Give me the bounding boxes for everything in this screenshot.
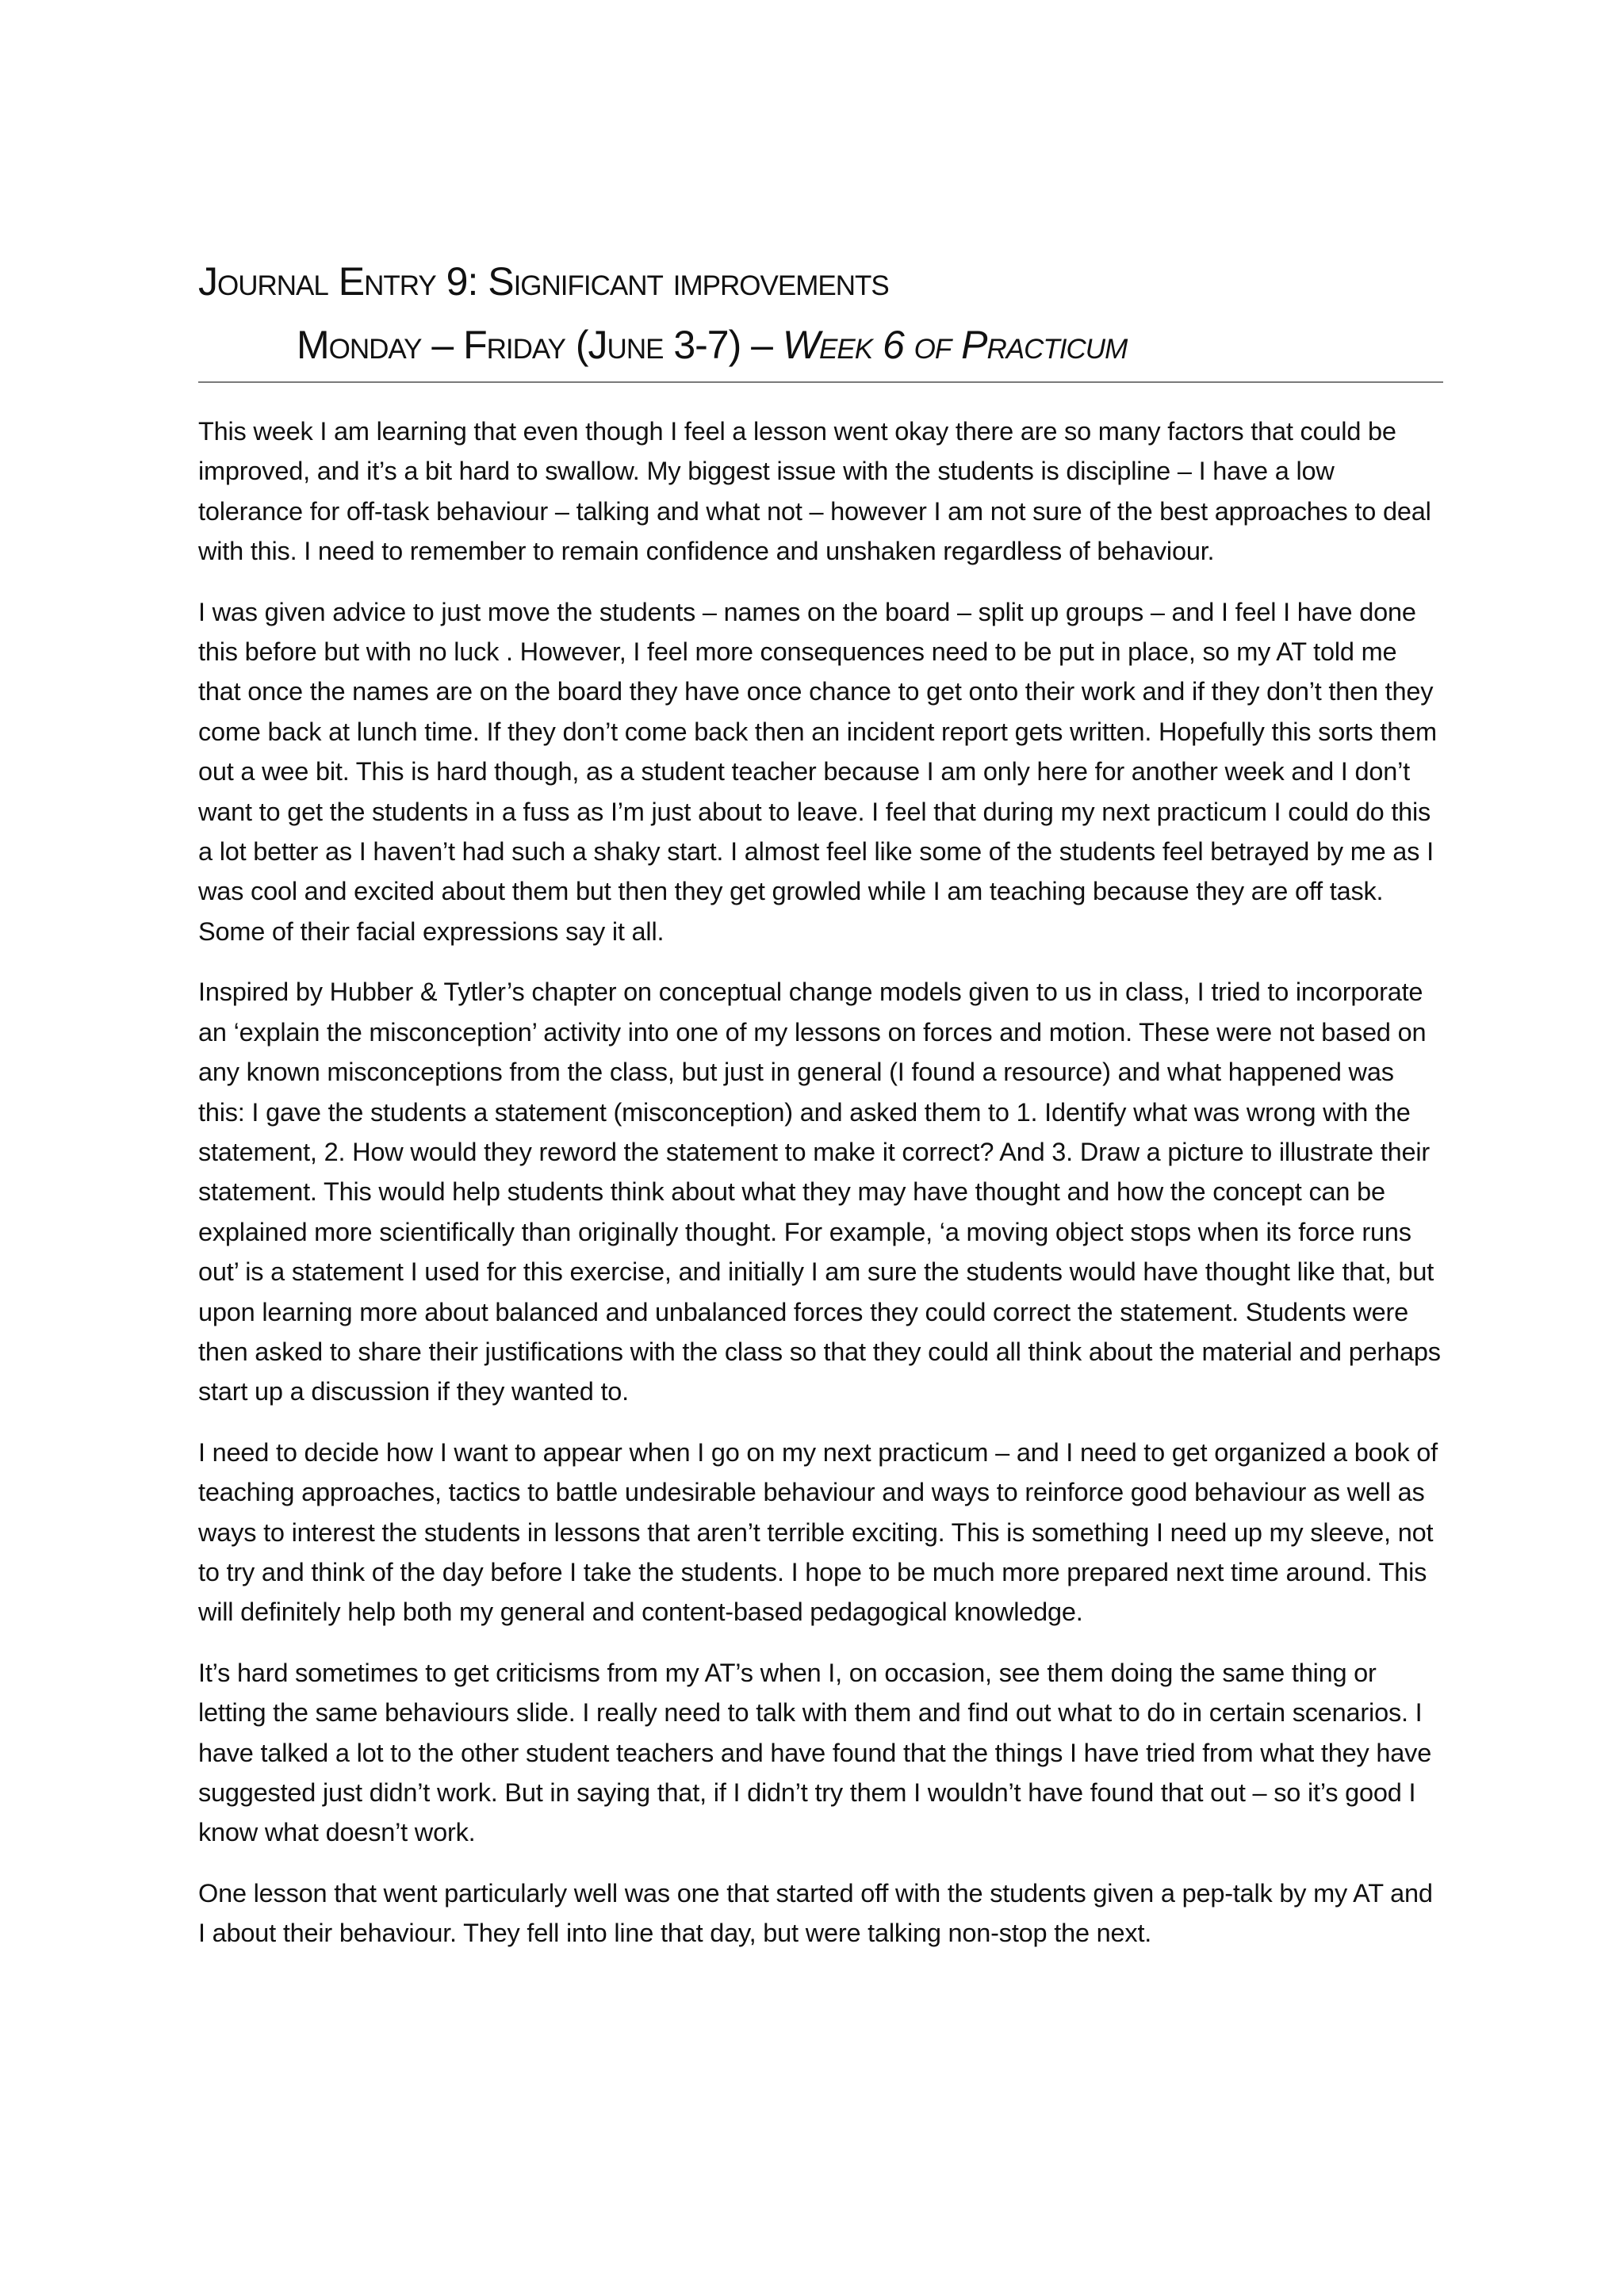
paragraph-misconceptions: Inspired by Hubber & Tytler’s chapter on conceptual change models given to us in class, I tried to incorporate an ‘explain the misconception’ activity into one of my lessons on forces and motion. These were not based on any known misconceptions from the class, but just in general (I found a resource) and what happened was this: I gave the students a statement (misconception) and asked them to 1. Identify what was wrong with the statement, 2. How would they reword the statement to make it correct? And 3. Draw a picture to illustrate their statement. This would help students think about what they may have thought and how the concept can be explained more scientifically than originally thought. For example, ‘a moving object stops when its force runs out’ is a statement I used for this exercise, and initially I am sure the students would have thought like that, but upon learning more about balanced and unbalanced forces they could correct the statement. Students were then asked to share their justifications with the class so that they could all think about the material and perhaps start up a discussion if they wanted to. (198, 978, 1441, 1406)
entry-title: Journal Entry 9: Significant improvements (198, 259, 889, 304)
entry-dates: Monday – Friday (June 3-7) – (297, 323, 783, 367)
entry-subtitle (198, 313, 1443, 383)
entry-week: Week 6 of Practicum (782, 323, 1128, 367)
paragraph-pep-talk: One lesson that went particularly well was one that started off with the students given a pep-talk by my AT and I about their behaviour. They fell into line that day, but were talking non-stop the next. (198, 1878, 1433, 1948)
paragraph-criticisms: It’s hard sometimes to get criticisms from my AT’s when I, on occasion, see them doing the same thing or letting the same behaviours slide. I really need to talk with them and find out what to do in certain scenarios. I have talked a lot to the other student teachers and have found that the things I have tried from what they have suggested just didn’t work. But in saying that, if I didn’t try them I wouldn’t have found that out – so it’s good I know what doesn’t work. (198, 1658, 1432, 1847)
paragraph-advice: I was given advice to just move the students – names on the board – split up groups – and I feel I have done this before but with no luck . However, I feel more consequences need to be put in place, so my AT told me that once the names are on the board they have once chance to get onto their work and if they don’t then they come back at lunch time. If they don’t come back then an incident report gets written. Hopefully this sorts them out a wee bit. This is hard though, as a student teacher because I am only here for another week and I don’t want to get the students in a fuss as I’m just about to leave. I feel that during my next practicum I could do this a lot better as I haven’t had such a shaky start. I almost feel like some of the students feel betrayed by me as I was cool and excited about them but then they get growled while I am teaching because they are off task. Some of their facial expressions say it all. (198, 597, 1437, 946)
paragraph-discipline: This week I am learning that even though I feel a lesson went okay there are so many factors that could be improved, and it’s a bit hard to swallow. My biggest issue with the students is discipline – I have a low tolerance for off-task behaviour – talking and what not – however I am not sure of the best approaches to deal with this. I need to remember to remain confidence and unshaken regardless of behaviour. (198, 417, 1431, 566)
paragraph-next-practicum: I need to decide how I want to appear when I go on my next practicum – and I need to get organized a book of teaching approaches, tactics to battle undesirable behaviour and ways to reinforce good behaviour as well as ways to interest the students in lessons that aren’t terrible exciting. This is something I need up my sleeve, not to try and think of the day before I take the students. I hope to be much more prepared next time around. This will definitely help both my general and content-based pedagogical knowledge. (198, 1437, 1438, 1627)
document-page (198, 250, 1443, 1974)
journal-body (198, 411, 1443, 1954)
